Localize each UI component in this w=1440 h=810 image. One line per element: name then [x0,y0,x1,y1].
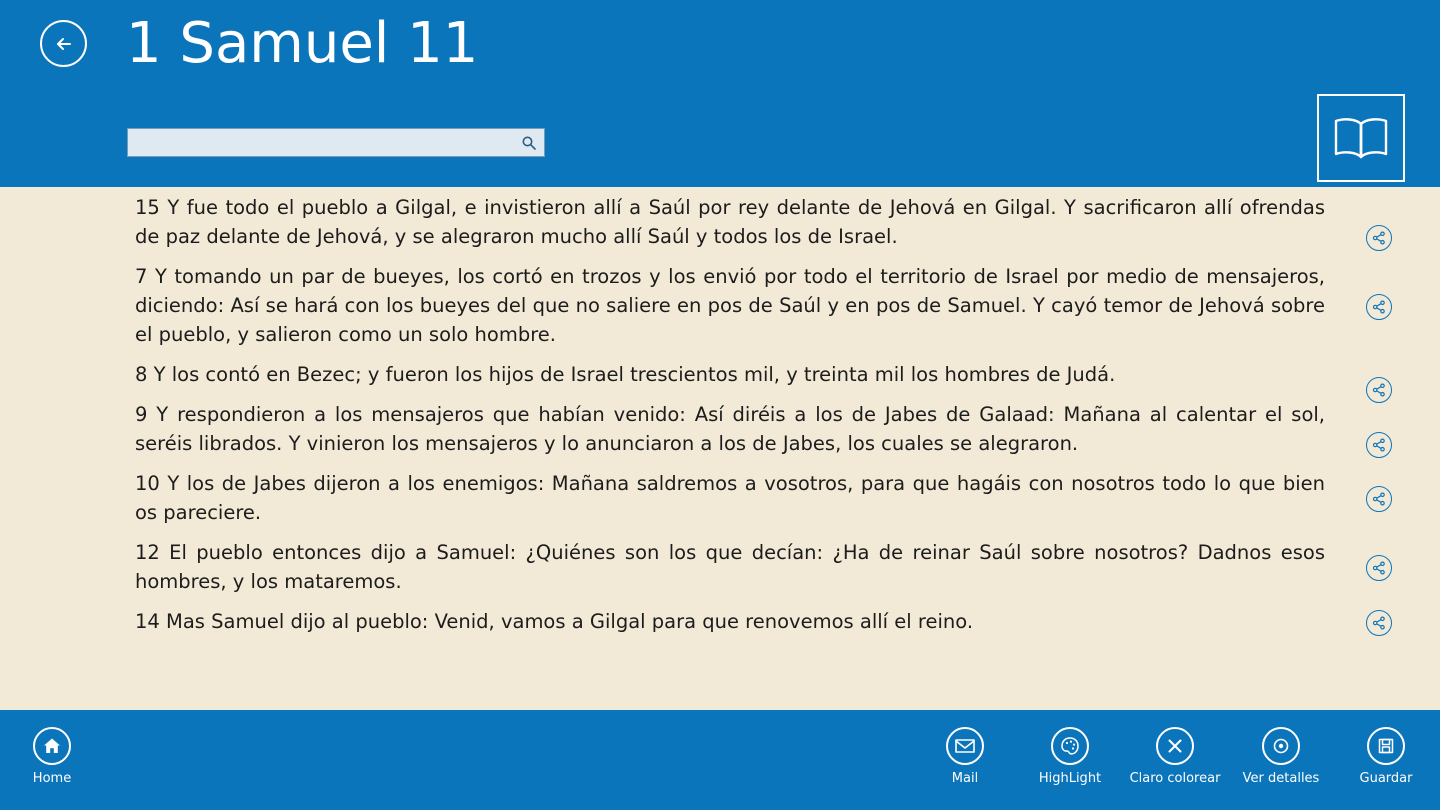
appbar-label: Home [32,771,72,786]
back-arrow-icon [51,31,77,57]
appbar-item-highlight[interactable] [1015,727,1125,787]
home-icon [33,727,71,765]
appbar-label: Claro colorear [1129,771,1221,786]
close-x-icon [1156,727,1194,765]
verse-row[interactable] [0,463,1440,532]
verse-text: 9 Y respondieron a los mensajeros que habían venido: Así diréis a los de Jabes de Galaad: Mañana al calentar el sol, seréis librados. Y vinieron los mensajeros y lo anunciaron a los de Jabes, los cuales se alegraron. [135,403,1325,455]
verse-row[interactable] [0,601,1440,641]
search-box[interactable] [127,128,545,157]
app-header [0,0,1440,187]
verse-row[interactable] [0,187,1440,256]
verse-text: 12 El pueblo entonces dijo a Samuel: ¿Quiénes son los que decían: ¿Ha de reinar Saúl sobre nosotros? Dadnos esos hombres, y los mataremos. [135,541,1325,593]
bottom-app-bar [0,710,1440,810]
share-icon[interactable] [1366,225,1392,251]
save-icon [1367,727,1405,765]
appbar-item-claro-colorear[interactable] [1120,727,1230,787]
appbar-label: Ver detalles [1242,771,1320,786]
appbar-label: Guardar [1359,771,1413,786]
share-icon[interactable] [1366,294,1392,320]
share-icon[interactable] [1366,555,1392,581]
page-title: 1 Samuel 11 [126,11,479,76]
appbar-item-home[interactable] [0,727,107,787]
verse-text: 15 Y fue todo el pueblo a Gilgal, e invistieron allí a Saúl por rey delante de Jehová en Gilgal. Y sacrificaron allí ofrendas de paz delante de Jehová, y se alegraron mucho allí Saúl y todos los de Israel. [135,196,1325,248]
verse-scroll-area[interactable] [0,187,1440,710]
appbar-label: HighLight [1038,771,1102,786]
back-button[interactable] [40,20,87,67]
verse-row[interactable] [0,256,1440,354]
verse-text: 10 Y los de Jabes dijeron a los enemigos: Mañana saldremos a vosotros, para que hagáis con nosotros todo lo que bien os pareciere. [135,472,1325,524]
verse-text: 14 Mas Samuel dijo al pueblo: Venid, vamos a Gilgal para que renovemos allí el reino. [135,610,974,633]
details-icon [1262,727,1300,765]
verse-row[interactable] [0,394,1440,463]
share-icon[interactable] [1366,486,1392,512]
search-icon[interactable] [514,129,544,156]
search-input[interactable] [128,129,514,156]
verse-text: 7 Y tomando un par de bueyes, los cortó en trozos y los envió por todo el territorio de Israel por medio de mensajeros, diciendo: Así se hará con los bueyes del que no saliere en pos de Saúl y en pos de Samuel. Y cayó temor de Jehová sobre el pueblo, y salieron como un solo hombre. [135,265,1325,346]
verse-text: 8 Y los contó en Bezec; y fueron los hijos de Israel trescientos mil, y treinta mil los hombres de Judá. [135,363,1116,386]
open-book-icon[interactable] [1317,94,1405,182]
verse-row[interactable] [0,354,1440,394]
share-icon[interactable] [1366,610,1392,636]
verse-row[interactable] [0,532,1440,601]
share-icon[interactable] [1366,432,1392,458]
verse-list [0,187,1440,641]
mail-icon [946,727,984,765]
appbar-label: Mail [951,771,979,786]
appbar-item-mail[interactable] [910,727,1020,787]
appbar-item-guardar[interactable] [1331,727,1440,787]
appbar-item-ver-detalles[interactable] [1226,727,1336,787]
palette-icon [1051,727,1089,765]
